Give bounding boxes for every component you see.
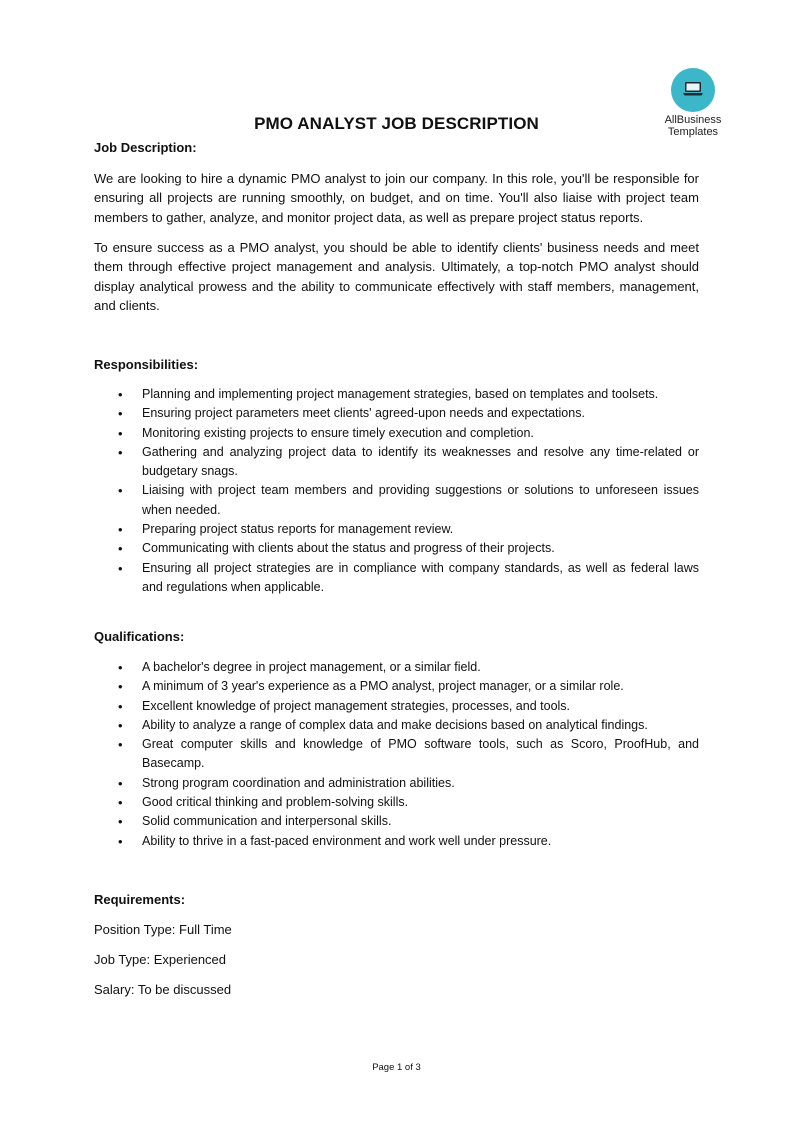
position-type: Position Type: Full Time	[94, 922, 232, 937]
list-item: • Preparing project status reports for management review.	[94, 520, 699, 539]
logo-text-line1: AllBusiness	[664, 114, 722, 126]
page-number: Page 1 of 3	[372, 1062, 421, 1073]
qualifications-heading: Qualifications:	[94, 629, 185, 644]
list-item: • A minimum of 3 year's experience as a PMO analyst, project manager, or a similar role.	[94, 677, 699, 696]
list-item: • Ensuring project parameters meet clients' agreed-upon needs and expectations.	[94, 404, 699, 423]
salary: Salary: To be discussed	[94, 982, 232, 997]
list-item: • Excellent knowledge of project management strategies, processes, and tools.	[94, 697, 699, 716]
responsibilities-heading: Responsibilities:	[94, 357, 199, 372]
list-item: • Planning and implementing project management strategies, based on templates and toolsets.	[94, 385, 699, 404]
list-item: • Good critical thinking and problem-solving skills.	[94, 793, 699, 812]
list-item: • Ensuring all project strategies are in compliance with company standards, as well as federal laws and regulations when applicable.	[94, 559, 699, 598]
laptop-icon	[682, 80, 704, 98]
job-description-heading: Job Description:	[94, 140, 197, 155]
job-description-paragraph-1: We are looking to hire a dynamic PMO analyst to join our company. In this role, you'll be responsible for ensuring all projects are running smoothly, on budget, and on time. You'll also liaise with project team members to gather, analyze, and monitor project data, as well as prepare project status reports.	[94, 171, 699, 225]
list-item: • Ability to thrive in a fast-paced environment and work well under pressure.	[94, 832, 699, 851]
job-type: Job Type: Experienced	[94, 952, 227, 967]
list-item: • A bachelor's degree in project management, or a similar field.	[94, 658, 699, 677]
requirements-heading: Requirements:	[94, 892, 186, 907]
responsibilities-list	[94, 385, 699, 597]
list-item: • Great computer skills and knowledge of PMO software tools, such as Scoro, ProofHub, and Basecamp.	[94, 735, 699, 774]
list-item: • Monitoring existing projects to ensure timely execution and completion.	[94, 424, 699, 443]
list-item: • Ability to analyze a range of complex data and make decisions based on analytical findings.	[94, 716, 699, 735]
list-item: • Solid communication and interpersonal skills.	[94, 812, 699, 831]
logo-text-line2: Templates	[667, 126, 719, 138]
qualifications-list	[94, 658, 699, 851]
list-item: • Gathering and analyzing project data to identify its weaknesses and resolve any time-related or budgetary snags.	[94, 443, 699, 482]
job-description-paragraph-2: To ensure success as a PMO analyst, you should be able to identify clients' business needs and meet them through effective project management and analysis. Ultimately, a top-notch PMO analyst should display analytical prowess and the ability to communicate effectively with staff members, management, and clients.	[94, 240, 699, 314]
page-title: PMO ANALYST JOB DESCRIPTION	[254, 114, 539, 133]
list-item: • Communicating with clients about the status and progress of their projects.	[94, 539, 699, 558]
list-item: • Liaising with project team members and providing suggestions or solutions to unforeseen issues when needed.	[94, 481, 699, 520]
list-item: • Strong program coordination and administration abilities.	[94, 774, 699, 793]
logo-circle	[671, 68, 715, 112]
